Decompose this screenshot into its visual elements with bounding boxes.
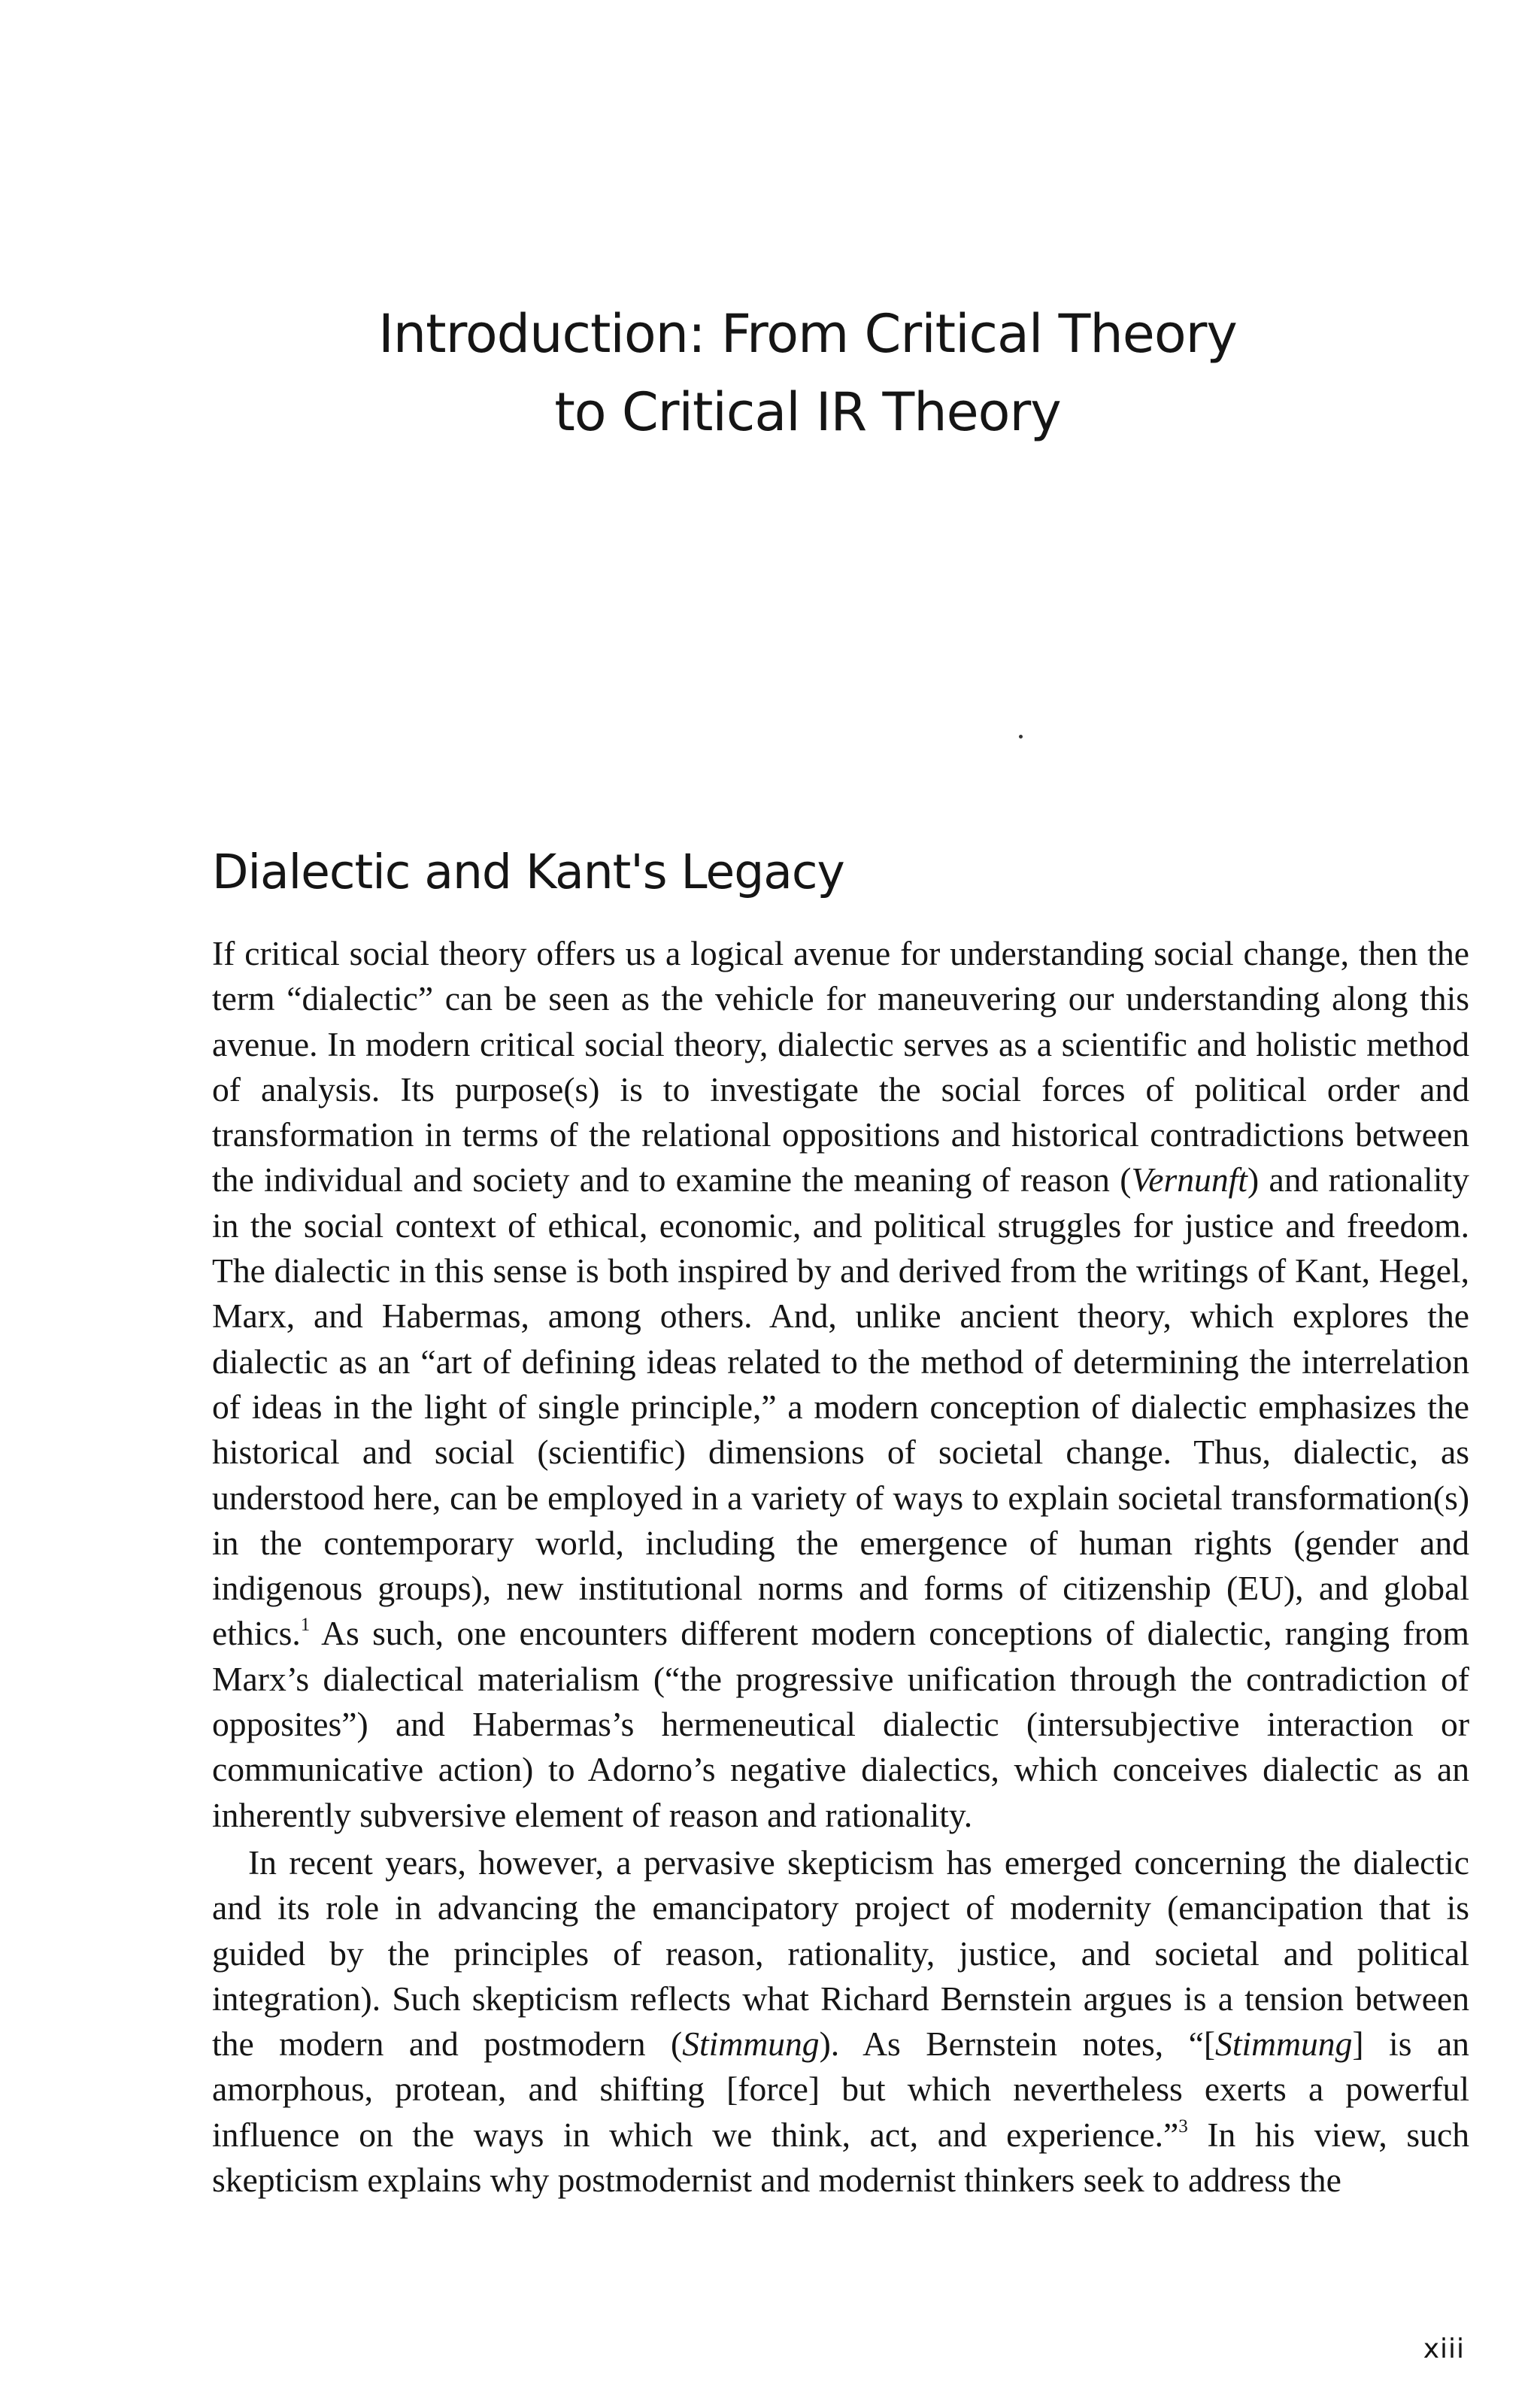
paragraph-2-text-d: In his view, such skepticism explains why postmodernist and modernist thinkers seek to address the: [212, 2115, 1469, 2200]
paragraph-1-text-b: ) and rationality in the social context of ethical, economic, and political struggles for justice and freedom. The dialectic in this sense is both inspired by and derived from the writings of Kant, Hegel, Marx, and Habermas, among others. And, unlike ancient theory, which explores the dialectic as an “art of defining ideas related to the method of determining the interrelation of ideas in the light of single principle,” a modern conception of dialectic emphasizes the historical and social (scientific) dimensions of societal change. Thus, dialectic, as understood here, can be employed in a variety of ways to explain societal transformation(s) in the contemporary world, including the emergence of human rights (gender and indigenous groups), new institutional norms and forms of citizenship (EU), and global ethics.: [212, 1160, 1469, 1653]
paragraph-2: [212, 1840, 1469, 2203]
page-number: xiii: [1423, 2334, 1465, 2364]
paragraph-1-text-a: If critical social theory offers us a logical avenue for understanding social change, then the term “dialectic” can be seen as the vehicle for maneuvering our understanding along this avenue. In modern critical social theory, dialectic serves as a scientific and holistic method of analysis. Its purpose(s) is to investigate the social forces of political order and transformation in terms of the relational oppositions and historical contradictions between the individual and society and to examine the meaning of reason (: [212, 934, 1469, 1200]
chapter-title: [0, 295, 1540, 451]
italic-term-stimmung-2: Stimmung: [1215, 2025, 1353, 2064]
print-speck: [1019, 735, 1023, 739]
body-text: [212, 931, 1469, 2203]
paragraph-1-text-c: As such, one encounters different modern conceptions of dialectic, ranging from Marx’s dialectical materialism (“the progressive unification through the contradiction of opposites”) and Habermas’s hermeneutical dialectic (intersubjective interaction or communicative action) to Adorno’s negative dialectics, which conceives dialectic as an inherently subversive element of reason and rationality.: [212, 1614, 1469, 1834]
paragraph-1: [212, 931, 1469, 1838]
footnote-ref-3[interactable]: 3: [1178, 2116, 1188, 2137]
paragraph-2-text-a: In recent years, however, a pervasive skepticism has emerged concerning the dialectic and its role in advancing the emancipatory project of modernity (emancipation that is guided by the principles of reason, rationality, justice, and societal and political integration). Such skepticism reflects what Richard Bernstein argues is a tension between the modern and postmodern (: [212, 1843, 1469, 2064]
chapter-title-line-2: to Critical IR Theory: [554, 381, 1061, 443]
italic-term-vernunft: Vernunft: [1131, 1160, 1247, 1200]
footnote-ref-1[interactable]: 1: [300, 1615, 311, 1636]
section-heading: Dialectic and Kant's Legacy: [212, 845, 844, 899]
paragraph-2-text-c: ] is an amorphous, protean, and shifting [force] but which nevertheless exerts a powerful influence on the ways in which we think, act, and experience.”: [212, 2025, 1469, 2154]
chapter-title-line-1: Introduction: From Critical Theory: [378, 303, 1237, 365]
italic-term-stimmung-1: Stimmung: [682, 2025, 820, 2064]
paragraph-2-text-b: ). As Bernstein notes, “[: [819, 2025, 1216, 2064]
